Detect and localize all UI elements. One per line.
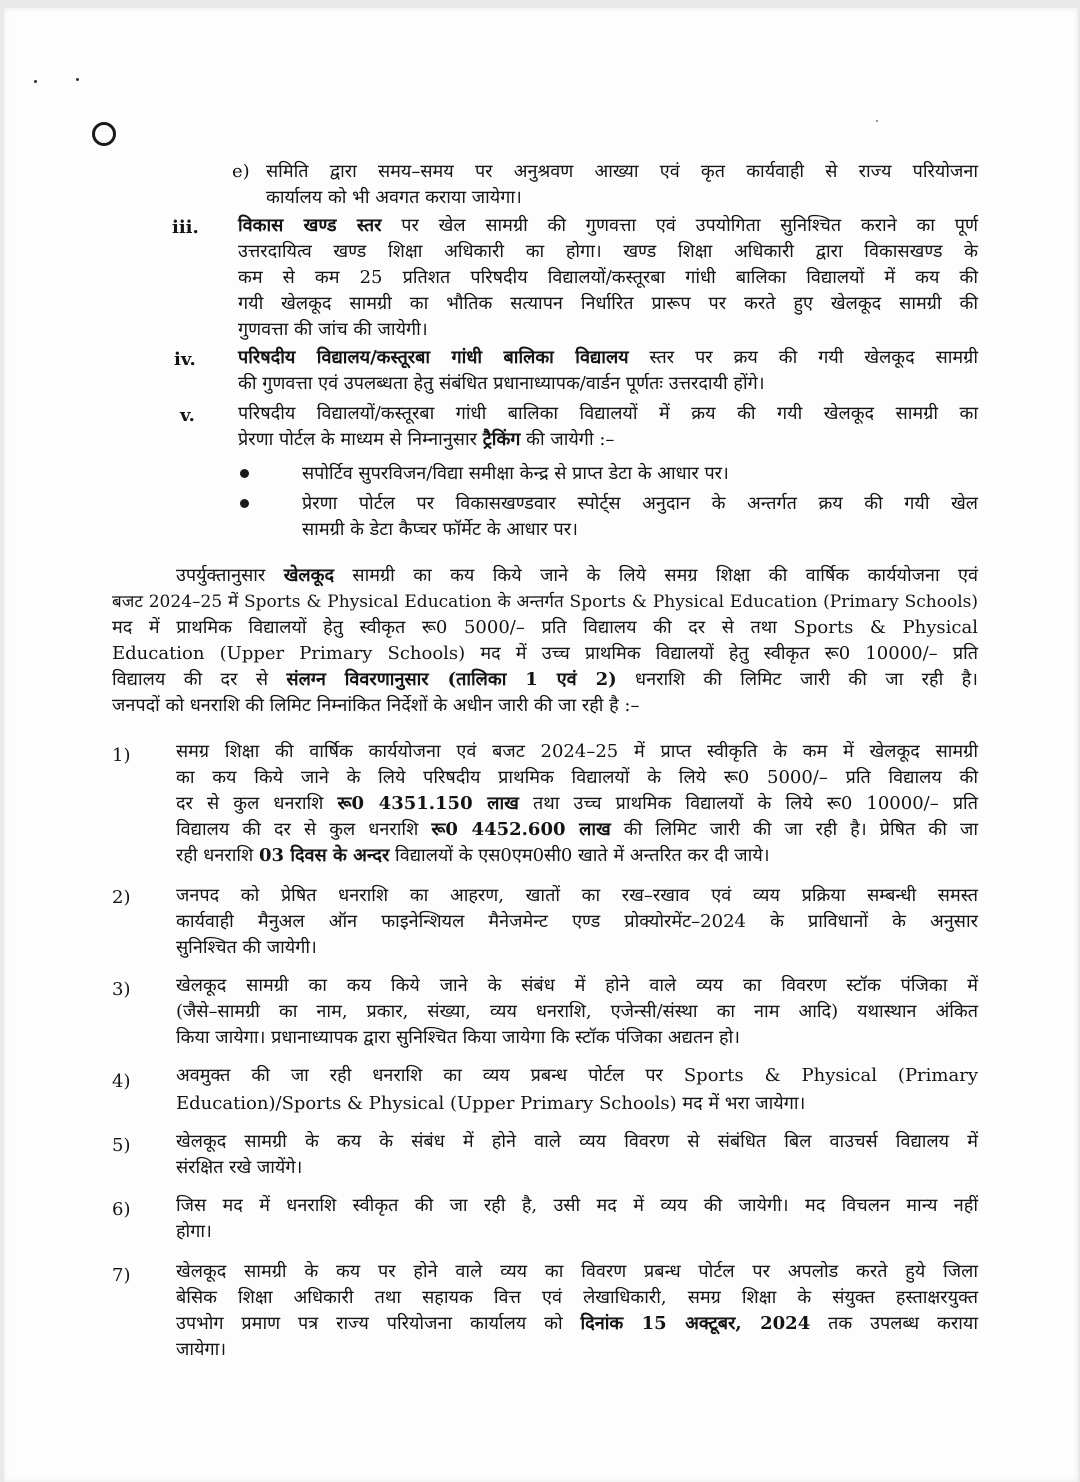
item-7-line-3 (176, 1312, 978, 1336)
item-2-line-1: जनपद को प्रेषित धनराशि का आहरण, खातों का रख–रखाव एवं व्यय प्रक्रिया सम्बन्धी समस्त (176, 885, 978, 906)
item-1-line-4-post: की लिमिट जारी की जा रही है। प्रेषित की जा (610, 819, 978, 840)
item-2-line-2: कार्यवाही मैनुअल ऑन फाइनेन्शियल मैनेजमेन्ट एण्ड प्रोक्योरमेंट–2024 के प्राविधानों के अनुसार (176, 911, 978, 932)
para-e-line-2: कार्यालय को भी अवगत कराया जायेगा। (266, 187, 522, 208)
document-page (4, 8, 1078, 1482)
scan-speck (876, 120, 878, 122)
item-7-line-3-pre: उपभोग प्रमाण पत्र राज्य परियोजना कार्यालय को (176, 1313, 581, 1334)
para-v-line-2 (238, 428, 614, 452)
item-7-line-3-post: तक उपलब्ध कराया (810, 1313, 978, 1334)
item-1-line-3-post: तथा उच्च प्राथमिक विद्यालयों के लिये रू0 10000/– प्रति (518, 793, 978, 814)
paragraph-marker-iv: iv. (174, 349, 196, 370)
item-marker-2: 2) (112, 887, 131, 908)
item-1-line-2: का कय किये जाने के लिये परिषदीय प्राथमिक विद्यालयों के लिये रू0 5000/– प्रति विद्यालय की (176, 767, 978, 788)
item-marker-3: 3) (112, 979, 131, 1000)
paragraph-marker-e: e) (232, 161, 250, 182)
para-iii-bold: विकास खण्ड स्तर (238, 215, 382, 236)
para-v-bold: ट्रैकिंग (482, 429, 521, 450)
intro-line-1-post: सामग्री का कय किये जाने के लिये समग्र शिक्षा की वार्षिक कार्ययोजना एवं (334, 565, 978, 586)
item-1-line-5-pre: रही धनराशि (176, 845, 260, 866)
bullet-1-text: सपोर्टिव सुपरविजन/विद्या समीक्षा केन्द्र से प्राप्त डेटा के आधार पर। (302, 463, 729, 484)
intro-line-3: मद में प्राथमिक विद्यालयों हेतु स्वीकृत रू0 5000/– प्रति विद्यालय की दर से तथा Sports & Physical (112, 617, 978, 638)
para-iv-line-1-rest: स्तर पर क्रय की गयी खेलकूद सामग्री (628, 347, 978, 368)
intro-line-6: जनपदों को धनराशि की लिमिट निम्नांकित निर्देशों के अधीन जारी की जा रही है :– (112, 695, 640, 716)
scan-speck (34, 80, 37, 83)
item-3-line-1: खेलकूद सामग्री का कय किये जाने के संबंध में होने वाले व्यय का विवरण स्टॉक पंजिका में (176, 975, 978, 996)
intro-line-2: बजट 2024–25 में Sports & Physical Education के अन्तर्गत Sports & Physical Education (Primary Schools) (112, 592, 978, 612)
item-2-line-3: सुनिश्चित की जायेगी। (176, 937, 317, 958)
para-e-line-1: समिति द्वारा समय–समय पर अनुश्रवण आख्या एवं कृत कार्यवाही से राज्य परियोजना (266, 161, 978, 182)
paragraph-marker-iii: iii. (172, 217, 199, 238)
item-4-line-2: Education)/Sports & Physical (Upper Primary Schools) मद में भरा जायेगा। (176, 1093, 806, 1114)
item-1-bold-deadline: 03 दिवस के अन्दर (259, 845, 390, 866)
item-6-line-2: होगा। (176, 1221, 212, 1242)
circle-mark (92, 122, 116, 146)
item-4-line-1: अवमुक्त की जा रही धनराशि का व्यय प्रबन्ध पोर्टल पर Sports & Physical (Primary (176, 1065, 978, 1086)
item-1-line-3 (176, 792, 978, 816)
para-iii-line-2: उत्तरदायित्व खण्ड शिक्षा अधिकारी का होगा। खण्ड शिक्षा अधिकारी द्वारा विकासखण्ड के (238, 241, 978, 262)
bullet-2-line-2: सामग्री के डेटा कैप्चर फॉर्मेट के आधार पर। (302, 519, 578, 540)
item-1-line-4-pre: विद्यालय की दर से कुल धनराशि (176, 819, 432, 840)
item-1-bold-amount-1: रू0 4351.150 लाख (337, 793, 519, 814)
item-1-line-5-post: विद्यालयों के एस0एम0सी0 खाते में अन्तरित कर दी जाये। (389, 845, 770, 866)
para-iv-line-1 (238, 346, 978, 370)
scan-speck (76, 78, 79, 81)
para-iii-line-4: गयी खेलकूद सामग्री का भौतिक सत्यापन निर्धारित प्रारूप पर करते हुए खेलकूद सामग्री की (238, 293, 978, 314)
item-3-line-3: किया जायेगा। प्रधानाध्यापक द्वारा सुनिश्चित किया जायेगा कि स्टॉक पंजिका अद्यतन हो। (176, 1027, 741, 1048)
para-iii-line-1 (238, 214, 978, 238)
para-v-line-1: परिषदीय विद्यालयों/कस्तूरबा गांधी बालिका विद्यालयों में क्रय की गयी खेलकूद सामग्री का (238, 403, 978, 424)
intro-bold-1: खेलकूद (283, 565, 334, 586)
item-6-line-1: जिस मद में धनराशि स्वीकृत की जा रही है, उसी मद में व्यय की जायेगी। मद विचलन मान्य नहीं (176, 1195, 978, 1216)
item-7-line-4: जायेगा। (176, 1339, 227, 1360)
item-marker-5: 5) (112, 1135, 131, 1156)
item-1-line-3-pre: दर से कुल धनराशि (176, 793, 338, 814)
item-7-bold-date: दिनांक 15 अक्टूबर, 2024 (580, 1313, 811, 1334)
bullet-icon (240, 469, 249, 478)
item-1-line-4 (176, 818, 978, 842)
intro-line-5 (112, 668, 978, 692)
item-marker-6: 6) (112, 1199, 131, 1220)
item-1-bold-amount-2: रू0 4452.600 लाख (431, 819, 611, 840)
item-5-line-2: संरक्षित रखे जायेंगे। (176, 1157, 303, 1178)
item-3-line-2: (जैसे–सामग्री का नाम, प्रकार, संख्या, व्यय धनराशि, एजेन्सी/संस्था का नाम आदि) यथास्थान अंकित (176, 1001, 978, 1022)
item-5-line-1: खेलकूद सामग्री के कय के संबंध में होने वाले व्यय विवरण से संबंधित बिल वाउचर्स विद्यालय में (176, 1131, 978, 1152)
intro-line-5-post: धनराशि की लिमिट जारी की जा रही है। (616, 669, 979, 690)
para-iv-bold: परिषदीय विद्यालय/कस्तूरबा गांधी बालिका विद्यालय (238, 347, 629, 368)
para-iii-line-1-rest: पर खेल सामग्री की गुणवत्ता एवं उपयोगिता सुनिश्चित कराने का पूर्ण (381, 215, 978, 236)
para-iii-line-3: कम से कम 25 प्रतिशत परिषदीय विद्यालयों/कस्तूरबा गांधी बालिका विद्यालयों में कय की (238, 267, 978, 288)
para-iii-line-5: गुणवत्ता की जांच की जायेगी। (238, 319, 428, 340)
bullet-icon (240, 499, 249, 508)
para-v-line-2-post: की जायेगी :– (520, 429, 615, 450)
bullet-2-line-1: प्रेरणा पोर्टल पर विकासखण्डवार स्पोर्ट्स अनुदान के अन्तर्गत क्रय की गयी खेल (302, 493, 978, 514)
item-1-line-5 (176, 844, 770, 868)
item-1-line-1: समग्र शिक्षा की वार्षिक कार्ययोजना एवं बजट 2024–25 में प्राप्त स्वीकृति के कम में खेलकूद सामग्री (176, 741, 978, 762)
para-v-line-2-pre: प्रेरणा पोर्टल के माध्यम से निम्नानुसार (238, 429, 483, 450)
item-7-line-2: बेसिक शिक्षा अधिकारी तथा सहायक वित्त एवं लेखाधिकारी, समग्र शिक्षा के संयुक्त हस्ताक्षरयुक्त (176, 1287, 978, 1308)
item-marker-1: 1) (112, 745, 131, 766)
item-marker-4: 4) (112, 1071, 131, 1092)
item-7-line-1: खेलकूद सामग्री के कय पर होने वाले व्यय का विवरण प्रबन्ध पोर्टल पर अपलोड करते हुये जिला (176, 1261, 978, 1282)
para-iv-line-2: की गुणवत्ता एवं उपलब्धता हेतु संबंधित प्रधानाध्यापक/वार्डन पूर्णतः उत्तरदायी होंगे। (238, 373, 765, 394)
item-marker-7: 7) (112, 1265, 131, 1286)
intro-line-5-pre: विद्यालय की दर से (112, 669, 287, 690)
paragraph-marker-v: v. (180, 405, 195, 426)
intro-line-1 (176, 564, 978, 588)
intro-bold-2: संलग्न विवरणानुसार (तालिका 1 एवं 2) (286, 669, 617, 690)
intro-line-4: Education (Upper Primary Schools) मद में उच्च प्राथमिक विद्यालयों हेतु स्वीकृत रू0 10000/– प्रति (112, 643, 978, 664)
intro-line-1-pre: उपर्युक्तानुसार (176, 565, 284, 586)
